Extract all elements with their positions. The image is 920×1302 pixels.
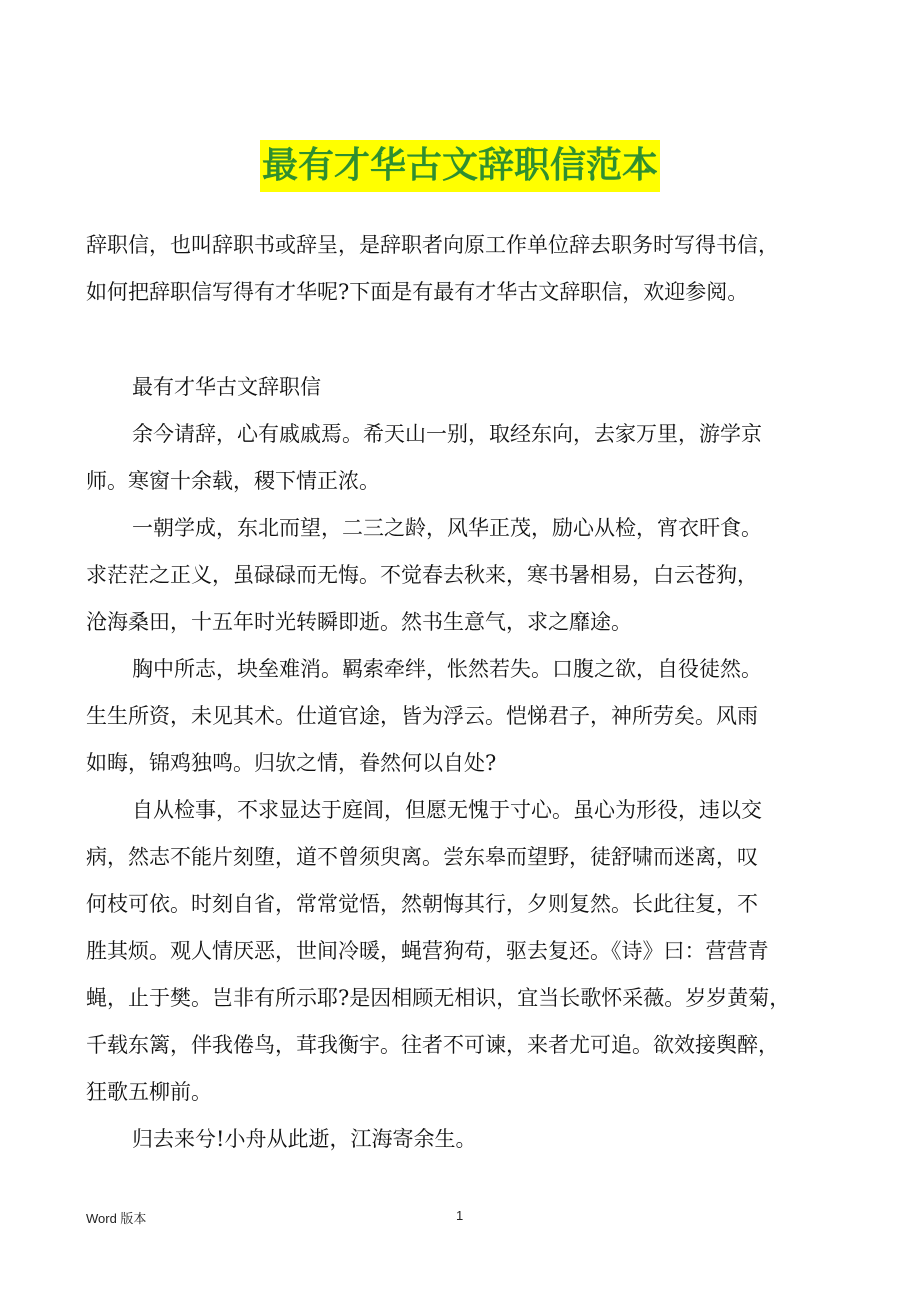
text-line: 何枝可依。时刻自省，常常觉悟，然朝悔其行，夕则复然。长此往复，不 [86,892,758,916]
footer-label: Word 版本 [86,1211,147,1226]
text-line: 胸中所志，块垒难消。羁索牵绊，怅然若失。口腹之欲，自役徒然。 [132,657,762,681]
letter-heading [86,364,856,411]
text-line: 沧海桑田，十五年时光转瞬即逝。然书生意气，求之靡途。 [86,610,632,634]
document-title: 最有才华古文辞职信范本 [260,140,660,192]
page-number: 1 [456,1208,464,1223]
letter-paragraph-4 [86,787,856,1116]
text-line: 如晦，锦鸡独鸣。归欤之情，眷然何以自处? [86,751,497,775]
letter-paragraph-2 [86,505,856,646]
letter-paragraph-1 [86,411,856,505]
text-line: 归去来兮!小舟从此逝，江海寄余生。 [132,1127,477,1151]
text-line: 狂歌五柳前。 [86,1080,212,1104]
letter-paragraph-5 [86,1116,856,1163]
text-line: 师。寒窗十余载，稷下情正浓。 [86,469,380,493]
text-line: 余今请辞，心有戚戚焉。希天山一别，取经东向，去家万里，游学京 [132,422,762,446]
text-line: 病，然志不能片刻堕，道不曾须臾离。尝东皋而望野，徒舒啸而迷离，叹 [86,845,758,869]
text-line: 千载东篱，伴我倦鸟，茸我衡宇。往者不可谏，来者尤可追。欲效接舆醉， [86,1033,779,1057]
letter-heading-text: 最有才华古文辞职信 [132,375,321,399]
paragraph-gap [86,316,856,364]
title-container [0,140,920,192]
text-line: 求茫茫之正义，虽碌碌而无悔。不觉春去秋来，寒书暑相易，白云苍狗， [86,563,758,587]
text-line: 一朝学成，东北而望，二三之龄，风华正茂，励心从检，宵衣旰食。 [132,516,762,540]
text-line: 胜其烦。观人情厌恶，世间冷暖，蝇营狗苟，驱去复还。《诗》曰：营营青 [86,939,769,963]
intro-paragraph [86,222,856,316]
text-line: 辞职信，也叫辞职书或辞呈，是辞职者向原工作单位辞去职务时写得书信， [86,233,779,257]
text-line: 自从检事，不求显达于庭闾，但愿无愧于寸心。虽心为形役，违以交 [132,798,762,822]
text-line: 如何把辞职信写得有才华呢?下面是有最有才华古文辞职信，欢迎参阅。 [86,280,749,304]
document-body [86,222,856,1163]
text-line: 生生所资，未见其术。仕道官途，皆为浮云。恺悌君子，神所劳矣。风雨 [86,704,758,728]
letter-paragraph-3 [86,646,856,787]
text-line: 蝇，止于樊。岂非有所示耶?是因相顾无相识，宜当长歌怀采薇。岁岁黄菊， [86,986,791,1010]
